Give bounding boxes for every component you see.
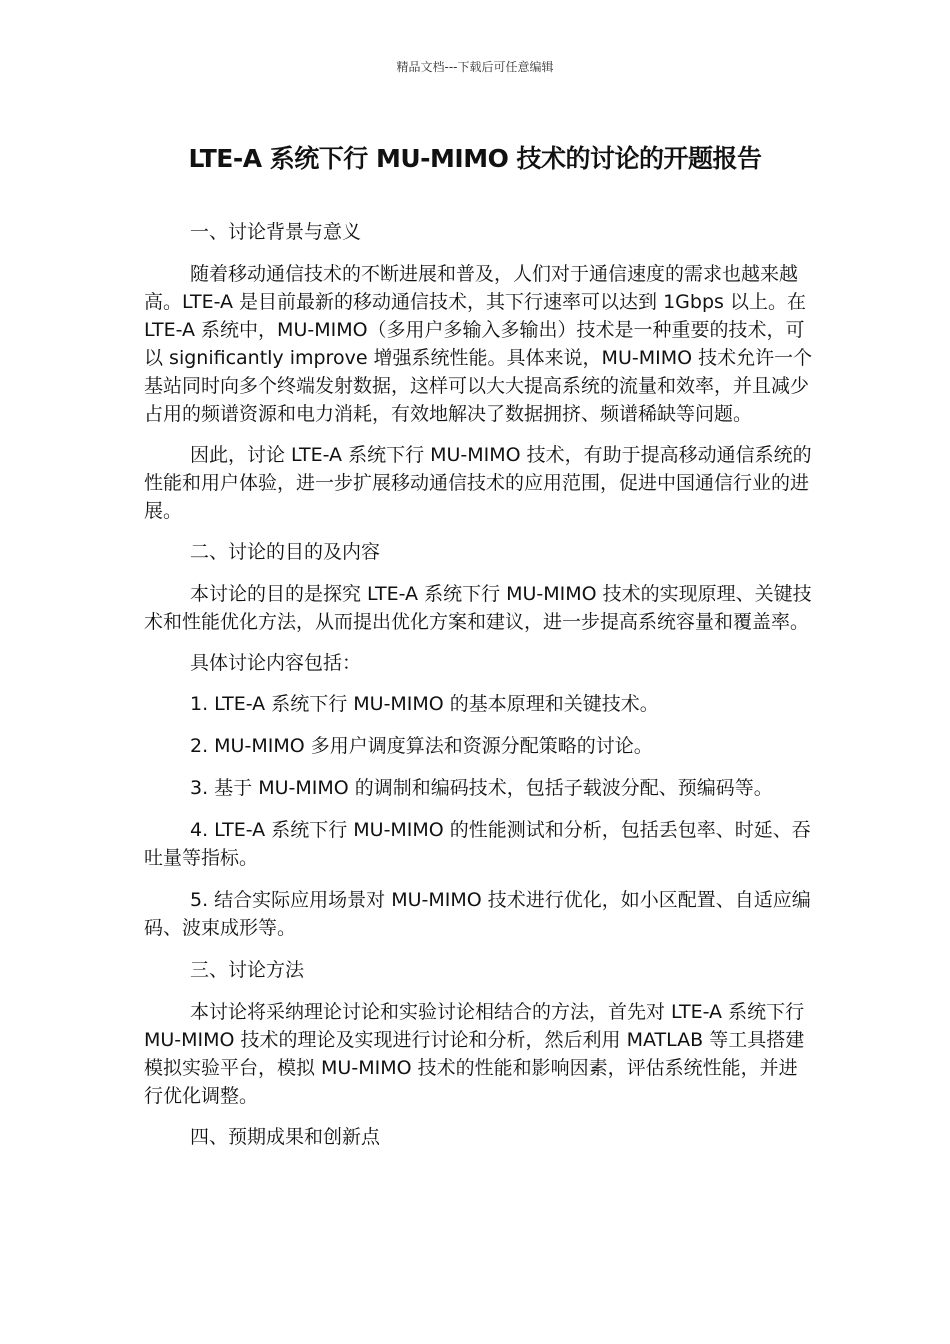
section-heading-method: 三、讨论方法	[190, 959, 305, 981]
list-item: 5. 结合实际应用场景对 MU-MIMO 技术进行优化，如小区配置、自适应编码、波束成形等。	[144, 889, 811, 939]
paragraph-method: 本讨论将采纳理论讨论和实验讨论相结合的方法，首先对 LTE-A 系统下行 MU-MIMO 技术的理论及实现进行讨论和分析，然后利用 MATLAB 等工具搭建模拟实验平台，模拟 MU-MIMO 技术的性能和影响因素，评估系统性能，并进行优化调整。	[144, 1001, 805, 1107]
page-header-note: 精品文档---下载后可任意编辑	[396, 60, 554, 74]
paragraph-purpose: 本讨论的目的是探究 LTE-A 系统下行 MU-MIMO 技术的实现原理、关键技术和性能优化方法，从而提出优化方案和建议，进一步提高系统容量和覆盖率。	[144, 583, 812, 633]
list-item: 3. 基于 MU-MIMO 的调制和编码技术，包括子载波分配、预编码等。	[190, 777, 773, 799]
section-heading-outcomes: 四、预期成果和创新点	[190, 1126, 381, 1148]
document-body	[144, 218, 816, 1165]
paragraph-content-intro: 具体讨论内容包括：	[190, 652, 362, 674]
paragraph-significance: 因此，讨论 LTE-A 系统下行 MU-MIMO 技术，有助于提高移动通信系统的性能和用户体验，进一步扩展移动通信技术的应用范围，促进中国通信行业的进展。	[144, 444, 812, 522]
section-heading-purpose: 二、讨论的目的及内容	[190, 541, 381, 563]
list-item: 2. MU-MIMO 多用户调度算法和资源分配策略的讨论。	[190, 735, 653, 757]
list-item: 4. LTE-A 系统下行 MU-MIMO 的性能测试和分析，包括丢包率、时延、吞吐量等指标。	[144, 819, 811, 869]
section-heading-background: 一、讨论背景与意义	[190, 221, 362, 243]
paragraph-background: 随着移动通信技术的不断进展和普及，人们对于通信速度的需求也越来越高。LTE-A 是目前最新的移动通信技术，其下行速率可以达到 1Gbps 以上。在 LTE-A 系统中，MU-MIMO（多用户多输入多输出）技术是一种重要的技术，可以 significantly improve 增强系统性能。具体来说，MU-MIMO 技术允许一个基站同时向多个终端发射数据，这样可以大大提高系统的流量和效率，并且减少占用的频谱资源和电力消耗，有效地解决了数据拥挤、频谱稀缺等问题。	[144, 263, 813, 425]
document-title: LTE-A 系统下行 MU-MIMO 技术的讨论的开题报告	[188, 144, 762, 173]
list-item: 1. LTE-A 系统下行 MU-MIMO 的基本原理和关键技术。	[190, 693, 659, 715]
